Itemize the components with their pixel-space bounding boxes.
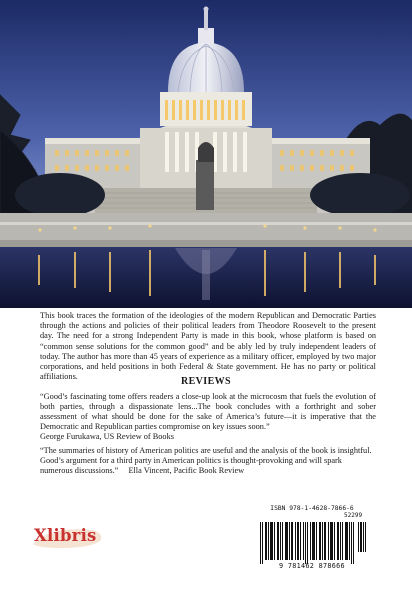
review-attribution: Ella Vincent, Pacific Book Review xyxy=(128,466,245,475)
book-description: This book traces the formation of the ideologies of the modern Republican and Democratic Parties through the actions and policies of their political leaders from Theodore Roosevelt to the present day. The need for a strong Independent Party is made in this book, whose platform is based on “common sense solutions for the common good” and be ably led by truly independent leaders of today. The author has more than 45 years of experience as a military officer, employed by two major corporations, and held positions in both Federal & State government. He has no party or political affiliations. xyxy=(40,311,376,382)
review-quote: “The summaries of history of American politics are useful and the analysis of the book is insightful. Good’s argument for a third party in American politics is thought-provoking and will spark numerous discussions.” xyxy=(40,446,372,475)
review-quote: “Good’s fascinating tome offers readers a close-up look at the microcosm that fuels the evolution of both parties, through a dispassionate lens...The book concludes with a forthright and sober assessment of what should be done for the sake of America’s future—it is imperative that the Democratic and Republican parties compromise on key issues soon.” xyxy=(40,392,376,431)
review-attribution: George Furukawa, US Review of Books xyxy=(40,432,174,441)
review xyxy=(40,446,376,476)
publisher-logo: Xlibris xyxy=(34,526,97,545)
review xyxy=(40,392,376,442)
barcode-number: 9 781462 878666 xyxy=(279,562,345,570)
isbn-number: ISBN 978-1-4628-7866-6 xyxy=(270,505,354,512)
price-code: 52299 xyxy=(344,512,363,519)
reviews-heading: REVIEWS xyxy=(180,376,232,387)
